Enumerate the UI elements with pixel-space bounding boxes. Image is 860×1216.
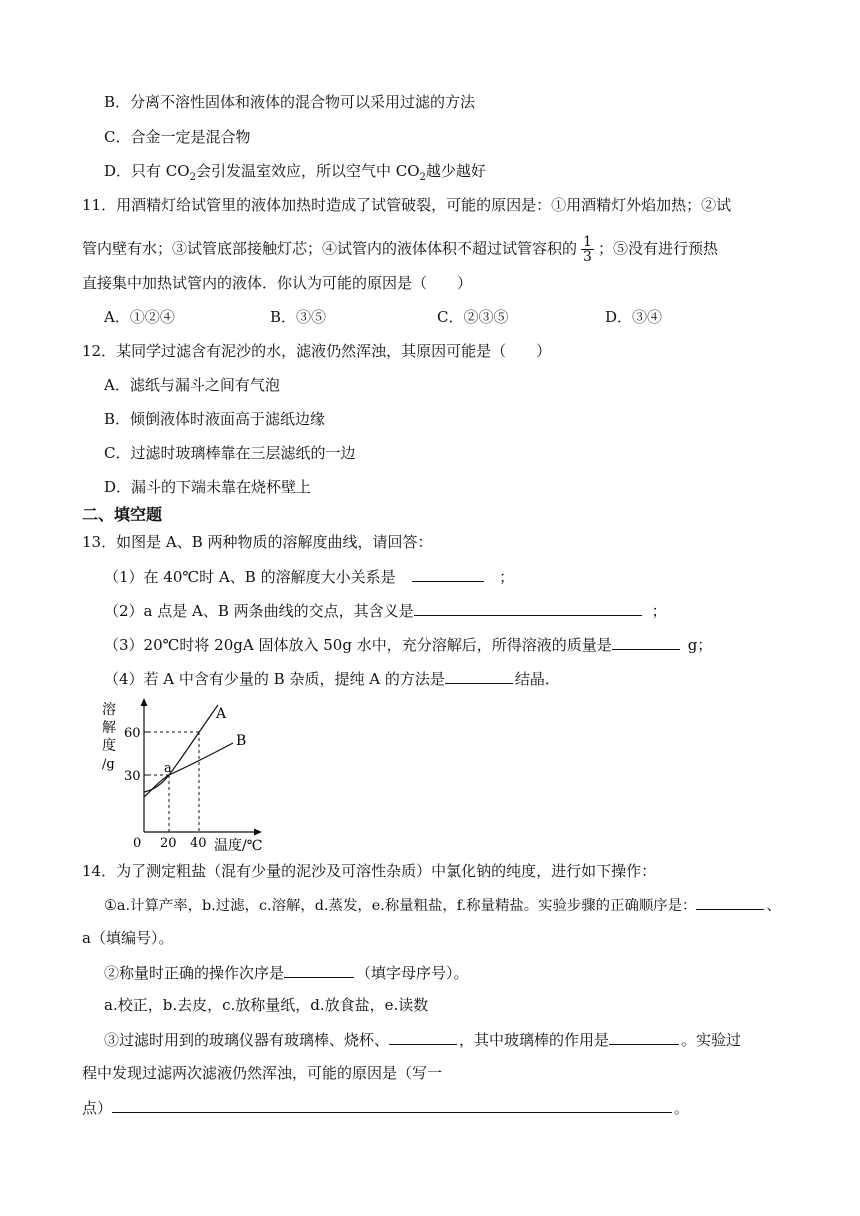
q12-option-a: A．滤纸与漏斗之间有气泡 <box>104 376 280 394</box>
q14-stem: 14．为了测定粗盐（混有少量的泥沙及可溶性杂质）中氯化钠的纯度，进行如下操作： <box>82 862 657 880</box>
answer-blank[interactable] <box>609 1029 679 1045</box>
q14-step1-line2: a（填编号）。 <box>82 929 174 947</box>
q11-stem-line2: 管内壁有水；③试管底部接触灯芯；④试管内的液体体积不超过试管容积的 $\frac{1}{3}$ ；⑤没有进行预热 <box>82 234 718 265</box>
y-axis-label-char: 溶 <box>102 702 116 718</box>
q12-option-d: D．漏斗的下端未靠在烧杯壁上 <box>104 478 312 496</box>
q13-part1: （1）在 40℃时 A、B 的溶解度大小关系是 ； <box>104 568 515 586</box>
answer-blank[interactable] <box>412 566 484 582</box>
curve-a <box>144 705 218 792</box>
answer-blank[interactable] <box>445 668 513 684</box>
q12-option-c: C．过滤时玻璃棒靠在三层滤纸的一边 <box>104 444 356 462</box>
answer-blank[interactable] <box>696 894 764 910</box>
x-tick-label: 0 <box>133 836 142 851</box>
x-axis-label: 温度/℃ <box>214 838 263 854</box>
q14-step3-line2: 程中发现过滤两次滤液仍然浑浊，可能的原因是（写一 <box>82 1064 443 1082</box>
q11-option-d: D．③④ <box>605 308 663 326</box>
q11-stem-line1: 11．用酒精灯给试管里的液体加热时造成了试管破裂，可能的原因是：①用酒精灯外焰加热；②试 <box>82 196 732 214</box>
section-title-fill-in: 二、填空题 <box>82 505 163 524</box>
curve-b <box>144 743 233 797</box>
x-tick-label: 40 <box>190 836 207 851</box>
curve-a-label: A <box>216 706 227 722</box>
q11-stem-line3: 直接集中加热试管内的液体．你认为可能的原因是（ ） <box>82 274 473 292</box>
x-axis-arrow <box>254 829 262 836</box>
q14-step3-line3: 点） 。 <box>82 1099 690 1117</box>
q10-option-d: D．只有 $CO_2$会引发温室效应，所以空气中 $CO_2$越少越好 <box>104 162 486 183</box>
q14-step1-line1: ①a.计算产率，b.过滤，c.溶解，d.蒸发，e.称量粗盐，f.称量精盐。实验步骤的正确顺序是： 、 <box>104 894 781 916</box>
intersection-point-label: a <box>164 761 172 776</box>
y-tick-label: 30 <box>124 769 141 784</box>
curve-b-label: B <box>236 733 247 749</box>
y-axis-arrow <box>141 698 148 706</box>
y-axis-label-char: 度 <box>102 738 116 754</box>
answer-blank[interactable] <box>284 962 354 978</box>
answer-blank[interactable] <box>389 1029 457 1045</box>
q12-option-b: B．倾倒液体时液面高于滤纸边缘 <box>104 410 326 428</box>
x-tick-label: 20 <box>160 836 177 851</box>
fraction-one-third: $\frac{1}{3}$ <box>583 234 592 265</box>
q14-step3-line1: ③过滤时用到的玻璃仪器有玻璃棒、烧杯、 ，其中玻璃棒的作用是 。实验过 <box>104 1031 742 1049</box>
answer-blank[interactable] <box>112 1097 672 1113</box>
q11-option-a: A．①②④ <box>104 308 175 326</box>
answer-blank[interactable] <box>612 634 680 650</box>
solubility-curve-graph <box>98 692 280 854</box>
q14-step2-options: a.校正，b.去皮，c.放称量纸，d.放食盐，e.读数 <box>104 996 429 1014</box>
q13-stem: 13．如图是 A、B 两种物质的溶解度曲线，请回答： <box>82 533 433 551</box>
q10-option-c: C．合金一定是混合物 <box>104 128 251 146</box>
q11-option-c: C．②③⑤ <box>437 308 509 326</box>
q11-option-b: B．③⑤ <box>270 308 327 326</box>
q12-stem: 12．某同学过滤含有泥沙的水，滤液仍然浑浊，其原因可能是（ ） <box>82 342 552 360</box>
q13-part4: （4）若 A 中含有少量的 B 杂质，提纯 A 的方法是 结晶． <box>104 670 560 688</box>
q14-step2: ②称量时正确的操作次序是 （填字母序号）。 <box>104 964 469 982</box>
answer-blank[interactable] <box>414 600 642 616</box>
q13-part3: （3）20℃时将 20gA 固体放入 50g 水中，充分溶解后，所得溶液的质量是 g； <box>104 636 713 654</box>
q10-option-b: B．分离不溶性固体和液体的混合物可以采用过滤的方法 <box>104 93 476 111</box>
q13-part2: （2）a 点是 A、B 两条曲线的交点，其含义是 ； <box>104 602 667 620</box>
y-tick-label: 60 <box>124 726 141 741</box>
y-axis-label-char: 解 <box>102 720 116 736</box>
y-axis-label-char: /g <box>102 757 115 772</box>
